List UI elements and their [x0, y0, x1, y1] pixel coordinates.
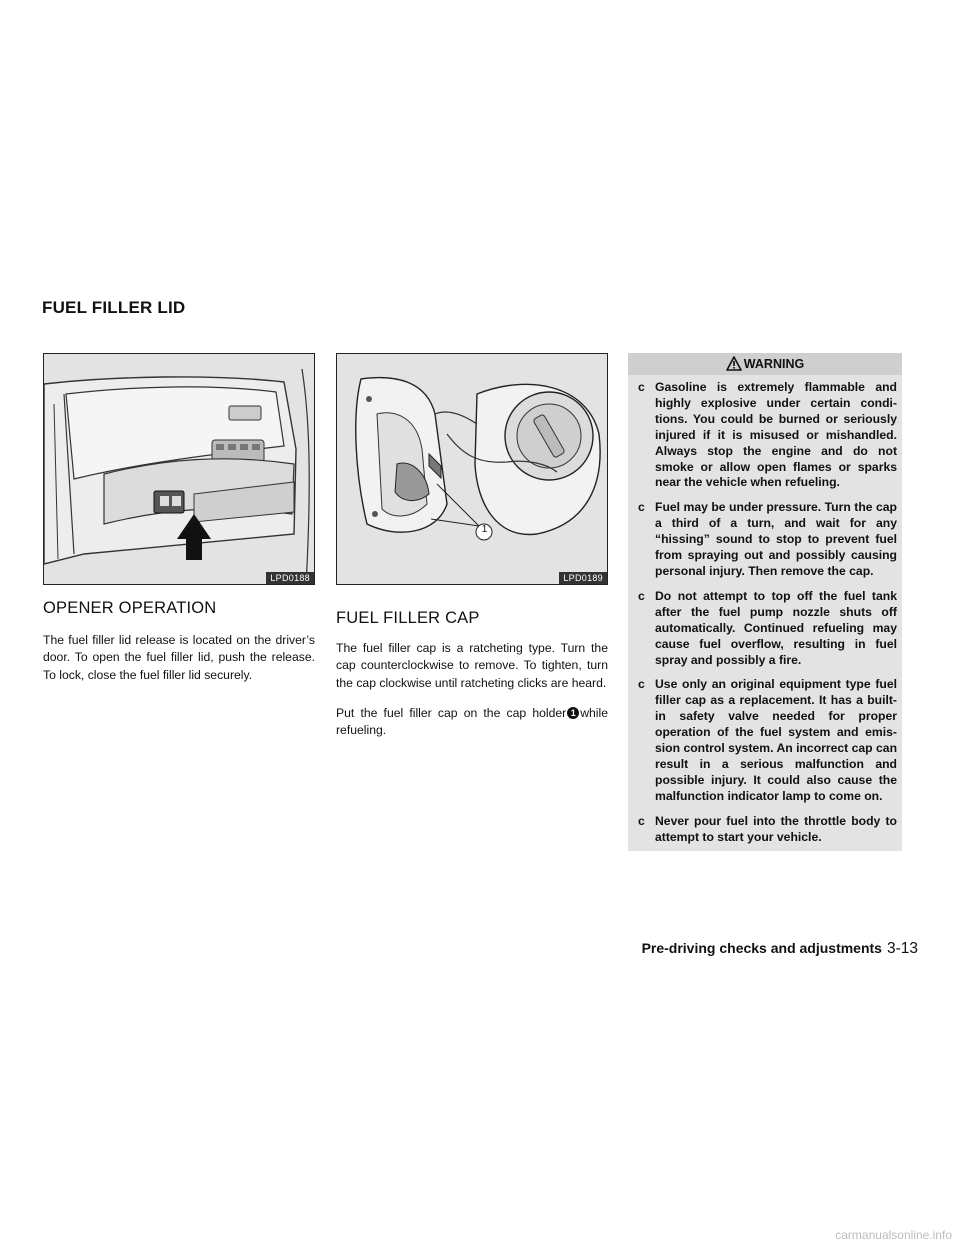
cap-text-2 [336, 705, 608, 740]
callout-1: 1 [481, 524, 488, 535]
watermark: carmanualsonline.info [835, 1228, 952, 1242]
section-title: FUEL FILLER LID [42, 298, 186, 317]
warning-item [638, 500, 897, 580]
warning-text: Gasoline is extremely flammable and highly explosive under certain condi- tions. You could be burned or seriously injured if it is misused or mishandled. Always stop the engine and do not smoke or allow open flames or sparks near the vehicle when refueling. [655, 380, 897, 490]
fuel-cap-illustration [337, 354, 608, 585]
opener-heading: OPENER OPERATION [43, 599, 217, 617]
cap-text-1: The fuel filler cap is a ratcheting type. Turn the cap counterclockwise to remove. To tighten, turn the cap clockwise until ratcheting clicks are heard. [336, 641, 608, 690]
warning-list [628, 375, 902, 851]
cap-heading: FUEL FILLER CAP [336, 609, 480, 627]
warning-item [638, 380, 897, 491]
figure-fuel-filler-cap [336, 353, 608, 585]
callout-ref-1: 1 [567, 707, 579, 719]
warning-triangle-icon [726, 356, 742, 371]
figure-door-release [43, 353, 315, 585]
page-number: 3-13 [886, 940, 918, 957]
opener-text: The fuel filler lid release is located on the driver’s door. To open the fuel filler lid, push the release. To lock, close the fuel filler lid securely. [43, 633, 315, 682]
bullet: c [638, 677, 645, 692]
warning-text: Do not attempt to top off the fuel tank after the fuel pump nozzle shuts off automatically. Continued refueling may cause fuel overflow, resulting in fuel spray and possibly a fire. [655, 588, 897, 667]
warning-title: WARNING [743, 357, 805, 371]
warning-item [638, 677, 897, 804]
bullet: c [638, 380, 645, 394]
bullet: c [638, 813, 645, 828]
bullet: c [638, 500, 645, 515]
warning-item [638, 814, 897, 846]
warning-box [628, 353, 902, 851]
figure-label: LPD0189 [559, 572, 607, 584]
warning-text: Fuel may be under pressure. Turn the cap a third of a turn, and wait for any “hissing” sound to stop to prevent fuel from spraying out and possibly causing personal injury. Then remove the cap. [655, 500, 897, 578]
warning-header [628, 353, 902, 375]
warning-text: Never pour fuel into the throttle body to attempt to start your vehicle. [655, 813, 897, 844]
chapter-title: Pre-driving checks and adjustments [641, 940, 882, 956]
cap-text-2-before: Put the fuel filler cap on the cap holder [336, 706, 567, 720]
cap-text-2-after: while refueling. [336, 706, 608, 738]
page-footer [642, 940, 918, 958]
figure-label: LPD0188 [266, 572, 314, 584]
warning-text: Use only an original equipment type fuel filler cap as a replacement. It has a built-in safety valve needed for proper operation of the fuel system and emis- sion control system. An incorrect cap can result in a serious malfunction and possible injury. It could also cause the malfunction indicator lamp to come on. [655, 677, 898, 803]
bullet: c [638, 588, 645, 603]
door-panel-illustration [44, 354, 315, 585]
warning-item [638, 589, 897, 669]
